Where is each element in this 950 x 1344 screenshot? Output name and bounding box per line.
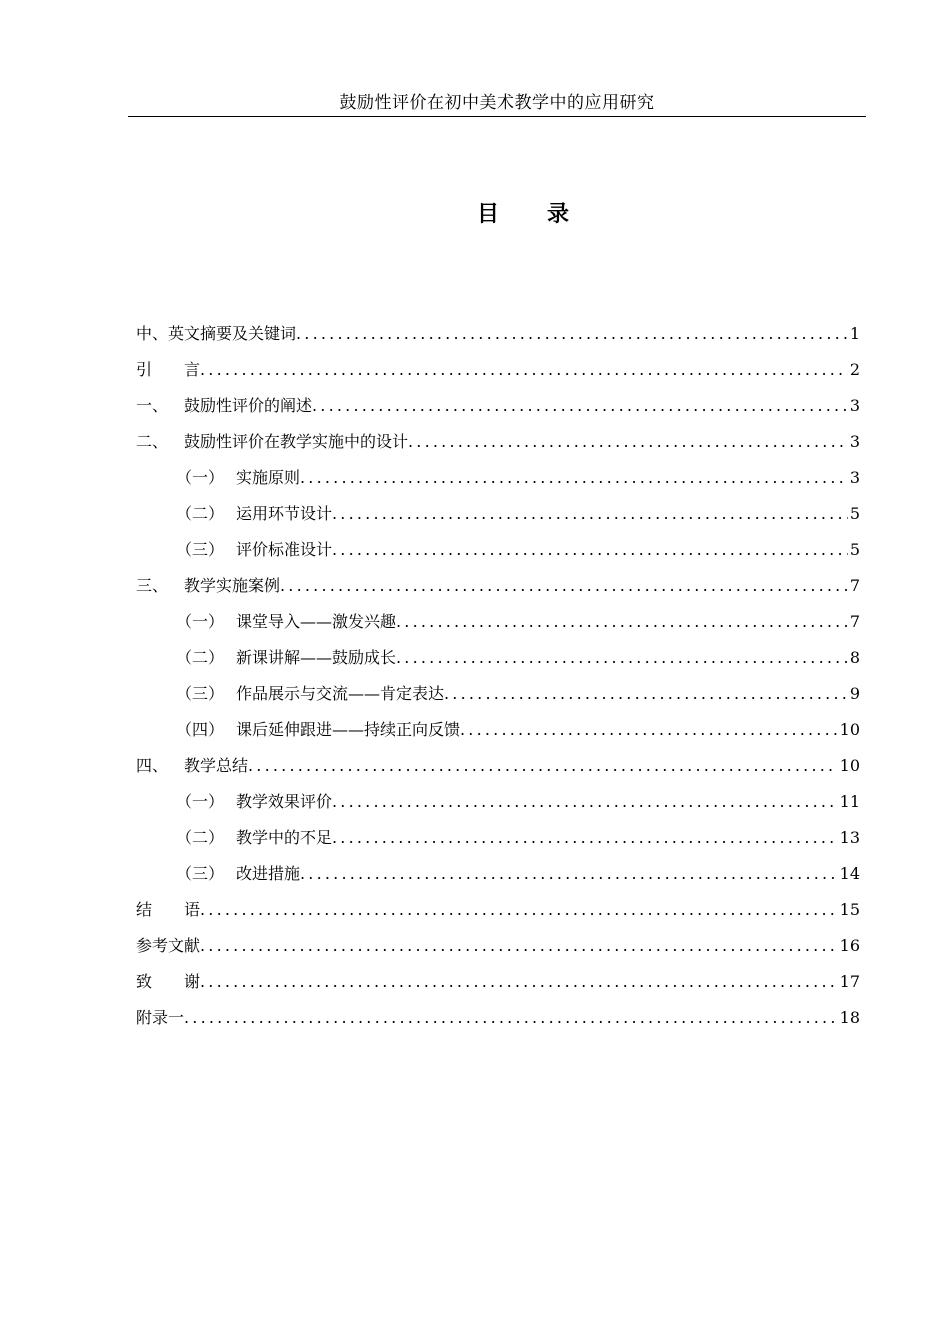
toc-entry-title: 运用环节设计 bbox=[236, 504, 333, 523]
toc-entry-title: 致 谢 bbox=[136, 972, 201, 991]
toc-entry-number: （二） bbox=[176, 648, 225, 667]
toc-entry[interactable] bbox=[136, 718, 860, 754]
toc-entry-number: （四） bbox=[176, 720, 225, 739]
toc-leader-dots bbox=[396, 610, 848, 634]
toc-leader-dots bbox=[280, 574, 848, 598]
toc-entry[interactable] bbox=[136, 394, 860, 430]
toc-entry-number: （三） bbox=[176, 684, 225, 703]
toc-entry-number: （三） bbox=[176, 864, 225, 883]
toc-entry-number: （一） bbox=[176, 468, 225, 487]
toc-entry-page-number: 18 bbox=[839, 1008, 860, 1027]
toc-entry-number: 三、 bbox=[136, 576, 169, 595]
toc-entry-number: 二、 bbox=[136, 432, 169, 451]
toc-list bbox=[136, 322, 860, 1042]
toc-leader-dots bbox=[184, 1006, 838, 1030]
toc-entry-title: 改进措施 bbox=[236, 864, 301, 883]
toc-entry-page-number: 10 bbox=[839, 756, 860, 775]
toc-entry-title: 教学中的不足 bbox=[236, 828, 333, 847]
toc-entry-title: 课堂导入——激发兴趣 bbox=[236, 612, 397, 631]
toc-leader-dots bbox=[300, 862, 838, 886]
toc-entry-page-number: 1 bbox=[849, 324, 860, 343]
toc-entry-title: 评价标准设计 bbox=[236, 540, 333, 559]
toc-leader-dots bbox=[200, 898, 838, 922]
toc-entry[interactable] bbox=[136, 1006, 860, 1042]
toc-leader-dots bbox=[332, 502, 848, 526]
toc-entry-title: 鼓励性评价的阐述 bbox=[184, 396, 313, 415]
toc-leader-dots bbox=[332, 826, 838, 850]
toc-entry-page-number: 11 bbox=[839, 792, 860, 811]
toc-entry-page-number: 7 bbox=[849, 576, 860, 595]
toc-title-char-2: 录 bbox=[547, 201, 570, 227]
toc-title bbox=[0, 200, 950, 228]
toc-entry-title: 结 语 bbox=[136, 900, 201, 919]
toc-entry-title: 引 言 bbox=[136, 360, 201, 379]
running-header: 鼓励性评价在初中美术教学中的应用研究 bbox=[339, 93, 655, 113]
toc-entry-title: 新课讲解——鼓励成长 bbox=[236, 648, 397, 667]
toc-entry[interactable] bbox=[136, 934, 860, 970]
toc-entry[interactable] bbox=[136, 682, 860, 718]
toc-entry[interactable] bbox=[136, 502, 860, 538]
toc-entry[interactable] bbox=[136, 322, 860, 358]
toc-leader-dots bbox=[396, 646, 848, 670]
toc-entry-page-number: 14 bbox=[839, 864, 860, 883]
toc-leader-dots bbox=[200, 358, 848, 382]
toc-leader-dots bbox=[200, 970, 838, 994]
toc-entry[interactable] bbox=[136, 646, 860, 682]
toc-entry-number: 一、 bbox=[136, 396, 169, 415]
toc-entry-page-number: 8 bbox=[849, 648, 860, 667]
toc-leader-dots bbox=[332, 790, 838, 814]
toc-leader-dots bbox=[296, 322, 848, 346]
toc-entry-title: 课后延伸跟进——持续正向反馈 bbox=[236, 720, 461, 739]
toc-entry-page-number: 9 bbox=[849, 684, 860, 703]
toc-entry-title: 实施原则 bbox=[236, 468, 301, 487]
toc-entry-page-number: 5 bbox=[849, 540, 860, 559]
toc-entry-number: （二） bbox=[176, 504, 225, 523]
toc-entry[interactable] bbox=[136, 430, 860, 466]
toc-entry-page-number: 16 bbox=[839, 936, 860, 955]
toc-entry[interactable] bbox=[136, 538, 860, 574]
toc-leader-dots bbox=[312, 394, 848, 418]
toc-entry-page-number: 5 bbox=[849, 504, 860, 523]
toc-entry[interactable] bbox=[136, 790, 860, 826]
toc-entry-page-number: 15 bbox=[839, 900, 860, 919]
toc-entry-title: 中、英文摘要及关键词 bbox=[136, 324, 297, 343]
toc-leader-dots bbox=[460, 718, 838, 742]
toc-entry-number: 四、 bbox=[136, 756, 169, 775]
toc-entry-page-number: 3 bbox=[849, 468, 860, 487]
toc-entry-page-number: 7 bbox=[849, 612, 860, 631]
toc-entry-title: 鼓励性评价在教学实施中的设计 bbox=[184, 432, 409, 451]
toc-entry-page-number: 13 bbox=[839, 828, 860, 847]
toc-title-char-1: 目 bbox=[476, 201, 499, 227]
toc-entry-page-number: 10 bbox=[839, 720, 860, 739]
toc-entry[interactable] bbox=[136, 466, 860, 502]
header-rule bbox=[128, 116, 866, 117]
toc-entry[interactable] bbox=[136, 610, 860, 646]
toc-leader-dots bbox=[408, 430, 848, 454]
toc-leader-dots bbox=[332, 538, 848, 562]
toc-entry[interactable] bbox=[136, 358, 860, 394]
toc-entry-title: 参考文献 bbox=[136, 936, 201, 955]
toc-entry-page-number: 17 bbox=[839, 972, 860, 991]
toc-entry[interactable] bbox=[136, 754, 860, 790]
toc-entry[interactable] bbox=[136, 826, 860, 862]
toc-entry[interactable] bbox=[136, 574, 860, 610]
toc-entry-title: 教学实施案例 bbox=[184, 576, 281, 595]
toc-entry[interactable] bbox=[136, 970, 860, 1006]
toc-entry-number: （三） bbox=[176, 540, 225, 559]
toc-entry-page-number: 3 bbox=[849, 432, 860, 451]
toc-entry-title: 作品展示与交流——肯定表达 bbox=[236, 684, 445, 703]
toc-entry[interactable] bbox=[136, 862, 860, 898]
toc-entry-number: （一） bbox=[176, 792, 225, 811]
toc-entry-number: （一） bbox=[176, 612, 225, 631]
toc-leader-dots bbox=[300, 466, 848, 490]
toc-entry-title: 附录一 bbox=[136, 1008, 185, 1027]
toc-entry-number: （二） bbox=[176, 828, 225, 847]
toc-leader-dots bbox=[444, 682, 848, 706]
toc-entry-title: 教学效果评价 bbox=[236, 792, 333, 811]
toc-leader-dots bbox=[200, 934, 838, 958]
toc-leader-dots bbox=[248, 754, 838, 778]
toc-entry-title: 教学总结 bbox=[184, 756, 249, 775]
toc-entry-page-number: 2 bbox=[849, 360, 860, 379]
toc-entry-page-number: 3 bbox=[849, 396, 860, 415]
toc-entry[interactable] bbox=[136, 898, 860, 934]
